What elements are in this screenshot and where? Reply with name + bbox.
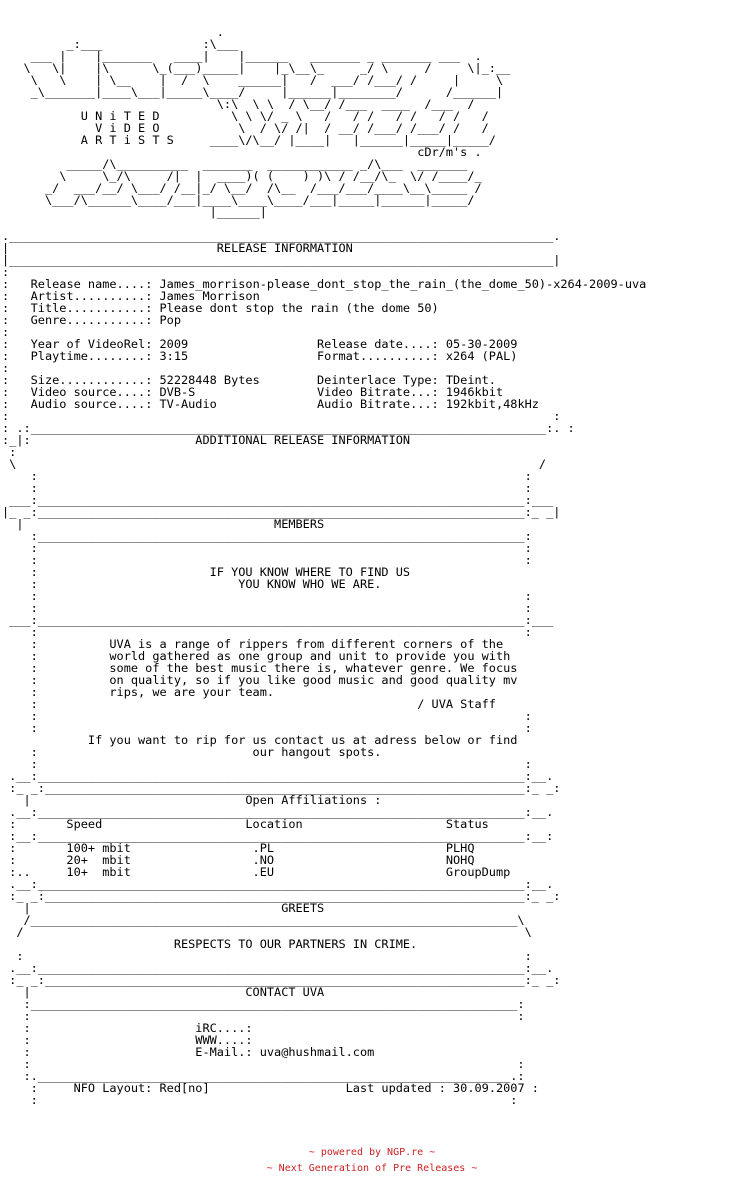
audio-source-line: Audio source....: TV-Audio Audio Bitrate...: 192kbit,48kHz [9, 397, 539, 411]
about-text-line: world gathered as one group and unit to provide you with [37, 649, 511, 663]
title-line: Title...........: Please dont stop the rain (the dome 50) [9, 301, 439, 315]
affiliations-column-headers: Speed Location Status [30, 817, 489, 831]
greets-heading: GREETS [30, 901, 325, 915]
layout-credit: NFO Layout: Red[no] [37, 1081, 210, 1095]
powered-by-footer: ~ powered by NGP.re ~ [308, 1147, 436, 1158]
affiliation-row: 10+ mbit .EU GroupDump [30, 865, 511, 879]
contact-irc: iRC....: [30, 1021, 253, 1035]
tagline-footer: ~ Next Generation of Pre Releases ~ [266, 1163, 478, 1174]
affiliation-row: 100+ mbit .PL PLHQ [30, 841, 475, 855]
video-source-line: Video source....: DVB-S Video Bitrate...: 1946kbit [9, 385, 504, 399]
logo-line: _____/\__________ _______ ____________ _/\___ _______ [2, 157, 468, 171]
logo-line: |______| [2, 205, 267, 219]
members-heading: MEMBERS [23, 517, 325, 531]
rip-contact-line: our hangout spots. [37, 745, 382, 759]
logo-line: . [2, 26, 224, 39]
logo-line: \ \ | \__ | / \ ______| / ___/ /___/ / | \ [2, 73, 504, 87]
about-text-line: some of the best music there is, whatever genre. We focus [37, 661, 518, 675]
release-box-top: .____________________________________________________________________________. [2, 229, 561, 243]
about-signature: / UVA Staff [37, 697, 496, 711]
about-text-line: on quality, so if you like good music and good quality mv [37, 673, 518, 687]
about-text-line: rips, we are your team. [37, 685, 275, 699]
contact-www: WWW....: [30, 1033, 253, 1047]
logo-line: U N i T E D \ \ \/ _ \ / / / / / / / / [2, 109, 489, 123]
logo-line: A R T i S T S ____\/\__/ |____| |______|_____|_____/ [2, 133, 496, 147]
logo-line: _:___ :\___ [2, 37, 239, 51]
logo-line: cDr/m's . [2, 145, 482, 159]
genre-line: Genre...........: Pop [9, 313, 181, 327]
logo-line: \ \_/\ /| | ____)( ( ) )\ / /__/\_ \/ /____/_ [2, 169, 482, 183]
logo-line: \ \| |\ \_(___)_____| |_\__\_ _/ \ / \|_:__ [2, 61, 511, 75]
members-intro-line: IF YOU KNOW WHERE TO FIND US [37, 565, 411, 579]
logo-line: \___/\______\____/___|____\____\____/___|_____|______|_____/ [2, 193, 475, 207]
release-box-rule: |____________________________________________________________________________| [2, 253, 561, 267]
last-updated: Last updated : 30.09.2007 [345, 1081, 525, 1095]
affiliations-heading: Open Affiliations : [30, 793, 382, 807]
artist-line: Artist..........: James Morrison [9, 289, 260, 303]
affiliation-row: 20+ mbit .NO NOHQ [30, 853, 475, 867]
logo-line: V i D E O \ / \/ /| / __/ /___/ /___/ / / [2, 121, 489, 135]
contact-email: E-Mail.: uva@hushmail.com [30, 1045, 375, 1059]
year-line: Year of VideoRel: 2009 Release date....: 05-30-2009 [9, 337, 518, 351]
members-intro-line: YOU KNOW WHO WE ARE. [37, 577, 382, 591]
size-line: Size............: 52228448 Bytes Deinterlace Type: TDeint. [9, 373, 496, 387]
additional-release-info-heading: ADDITIONAL RELEASE INFORMATION [30, 433, 411, 447]
logo-line: _\_______|____\___|_____\____/ |______|________/ /______| [2, 85, 504, 99]
nfo-document: . _:___ :\___ ___ | |_______ ____| |______ _______ _ _______ ___ . \ \| |\ \_(___)_____| |_\__\_ _/ \ / \|_:__ \ \ | \__ | / \ ______| / ___/ /___/ / | \ _\_______|____\___|_____\____/ |______|________/ /______| \:\ \ \ / \__/ /___ ____ /___ / U N i T E D \ \ \/ _ \ / / / / / / / / V i D E O \ / \/ /| / __/ /___/ /___/ / / A R T i S T S ____\/\__/ |____| |______|_____|_____/ cDr/m's . _____/\__________ _______ ____________ _/\___ _______ \ \_/\ /| | ____)( ( ) )\ / /__/\_ \/ /____/_ _/ ___/__/ \___/ /__|_/ \__/ /\__ /___/___/____\__\_____ / \___/\______\____/___|____\____\____/___|_____|______|_____/ |______| .____________________________________________________________________________. | RELEASE INFORMATION |____________________________________________________________________________| : : Release name....: James_morrison-please_dont_stop_the_rain_(the_dome_50)-x264-2009-uva : Artist..........: James Morrison : Title...........: Please dont stop the rain (the dome 50) : Genre...........: Pop : : Year of VideoRel: 2009 Release date....: 05-30-2009 : Playtime........: 3:15 Format..........: x264 (PAL) : : Size............: 52228448 Bytes Deinterlace Type: TDeint. : Video source....: DVB-S Video Bitrate...: 1946kbit : Audio source....: TV-Audio Audio Bitrate...: 192kbit,48kHz : : : .:________________________________________________________________________:. : :_|: ADDITIONAL RELEASE INFORMATION : \ / : : : : ___:____________________________________________________________________:___ |_ _:____________________________________________________________________:_ _| | MEMBERS :____________________________________________________________________: : : : : : IF YOU KNOW WHERE TO FIND US : YOU KNOW WHO WE ARE. : : : : ___:____________________________________________________________________:___ : : : UVA is a range of rippers from different corners of the : world gathered as one group and unit to provide you with : some of the best music there is, whatever genre. We focus : on quality, so if you like good music and good quality mv : rips, we are your team. : / UVA Staff : : : : If you want to rip for us contact us at adress below or find : our hangout spots. : : .__:____________________________________________________________________:__. :_ _:___________________________________________________________________:_ _: | Open Affiliations : .__:____________________________________________________________________:__. : Speed Location Status :__:____________________________________________________________________:__: : 100+ mbit .PL PLHQ : 20+ mbit .NO NOHQ :.. 10+ mbit .EU GroupDump .__:____________________________________________________________________:__. :_ _:___________________________________________________________________:_ _: | GREETS /____________________________________________________________________\ / \ RESPECTS TO OUR PARTNERS IN CRIME. : : .__:____________________________________________________________________:__. :_ _:___________________________________________________________________:_ _: | CONTACT UVA :____________________________________________________________________: : : : iRC....: : WWW....: : E-Mail.: uva@hushmail.com : : :.__________________________________________________________________.: : NFO Layout: Red[no] Last updated : 30.09.2007 : :__________________________________________________________________: [2, 26, 647, 1106]
playtime-line: Playtime........: 3:15 Format..........: x264 (PAL) [9, 349, 518, 363]
greets-text: RESPECTS TO OUR PARTNERS IN CRIME. [16, 937, 418, 951]
logo-line: ___ | |_______ ____| |______ _______ _ _______ ___ . [2, 49, 482, 63]
logo-line: \:\ \ \ / \__/ /___ ____ /___ / [2, 97, 475, 111]
about-text-line: UVA is a range of rippers from different corners of the [37, 637, 504, 651]
rip-contact-line: If you want to rip for us contact us at adress below or find [30, 733, 518, 747]
contact-heading: CONTACT UVA [30, 985, 325, 999]
release-name-line: Release name....: James_morrison-please_dont_stop_the_rain_(the_dome_50)-x264-2009-uva [9, 277, 647, 291]
release-info-heading: RELEASE INFORMATION [9, 241, 353, 255]
logo-line: _/ ___/__/ \___/ /__|_/ \__/ /\__ /___/___/____\__\_____ / [2, 181, 482, 195]
